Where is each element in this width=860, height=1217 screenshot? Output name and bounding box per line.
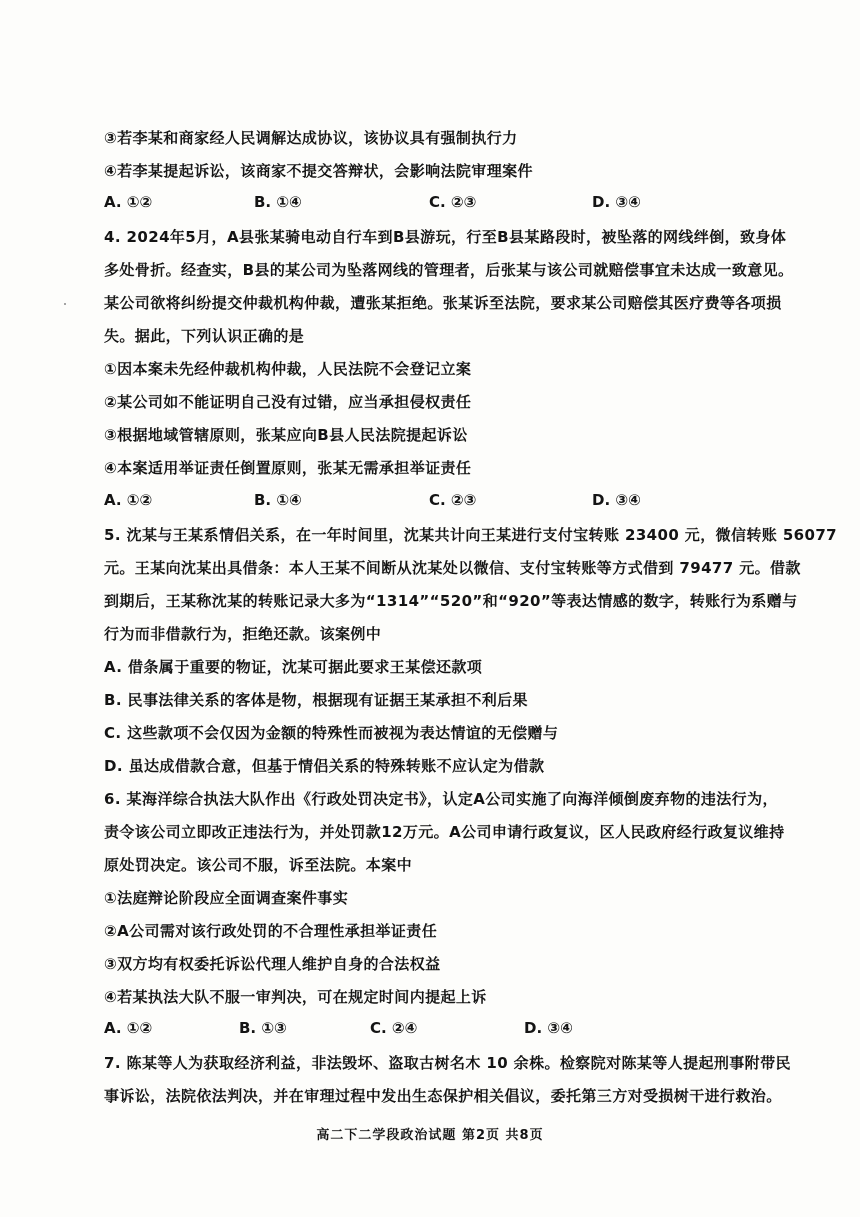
choice-b-statement: B. 民事法律关系的客体是物，根据现有证据王某承担不利后果	[104, 691, 528, 709]
option-statement-3: ③根据地域管辖原则，张某应向B县人民法院提起诉讼	[104, 426, 468, 444]
choice-d: D. ③④	[524, 1019, 573, 1037]
choice-a: A. ①②	[104, 1019, 153, 1037]
answer-choices-q4	[104, 491, 764, 513]
choice-a: A. ①②	[104, 193, 153, 211]
question-5-text: 行为而非借款行为，拒绝还款。该案例中	[104, 625, 382, 643]
choice-c: C. ②③	[429, 193, 477, 211]
option-statement-1: ①法庭辩论阶段应全面调查案件事实	[104, 889, 349, 907]
choice-b: B. ①④	[254, 491, 302, 509]
page-footer: 高二下二学段政治试题 第2页 共8页	[316, 1128, 544, 1143]
option-statement-4: ④本案适用举证责任倒置原则，张某无需承担举证责任	[104, 459, 472, 477]
option-statement-2: ②A公司需对该行政处罚的不合理性承担举证责任	[104, 922, 438, 940]
option-statement-3: ③若李某和商家经人民调解达成协议，该协议具有强制执行力	[104, 129, 518, 147]
option-statement-2: ②某公司如不能证明自己没有过错，应当承担侵权责任	[104, 393, 472, 411]
question-7-text: 事诉讼，法院依法判决，并在审理过程中发出生态保护相关倡议，委托第三方对受损树干进行救治。	[104, 1087, 782, 1105]
option-statement-4: ④若某执法大队不服一审判决，可在规定时间内提起上诉	[104, 988, 487, 1006]
question-6-text: 原处罚决定。该公司不服，诉至法院。本案中	[104, 856, 413, 874]
question-5-text: 元。王某向沈某出具借条：本人王某不间断从沈某处以微信、支付宝转账等方式借到 79477 元。借款	[104, 559, 801, 577]
question-7-text: 7. 陈某等人为获取经济利益，非法毁坏、盗取古树名木 10 余株。检察院对陈某等人提起刑事附带民	[104, 1054, 791, 1072]
question-4-text: 多处骨折。经查实，B县的某公司为坠落网线的管理者，后张某与该公司就赔偿事宜未达成一致意见。	[104, 261, 794, 279]
question-6-text: 责令该公司立即改正违法行为，并处罚款12万元。A公司申请行政复议，区人民政府经行政复议维持	[104, 823, 785, 841]
choice-b: B. ①③	[239, 1019, 287, 1037]
choice-d-statement: D. 虽达成借款合意，但基于情侣关系的特殊转账不应认定为借款	[104, 757, 545, 775]
question-4-text: 4. 2024年5月，A县张某骑电动自行车到B县游玩，行至B县某路段时，被坠落的网线绊倒，致身体	[104, 228, 787, 246]
question-5-text: 5. 沈某与王某系情侣关系，在一年时间里，沈某共计向王某进行支付宝转账 23400 元，微信转账 56077	[104, 526, 837, 544]
choice-a: A. ①②	[104, 491, 153, 509]
option-statement-3: ③双方均有权委托诉讼代理人维护自身的合法权益	[104, 955, 441, 973]
scan-speck	[64, 303, 66, 305]
option-statement-1: ①因本案未先经仲裁机构仲裁，人民法院不会登记立案	[104, 360, 472, 378]
answer-choices-q6	[104, 1019, 764, 1041]
choice-d: D. ③④	[592, 193, 641, 211]
question-6-text: 6. 某海洋综合执法大队作出《行政处罚决定书》，认定A公司实施了向海洋倾倒废弃物的违法行为，	[104, 790, 778, 808]
question-5-text: 到期后，王某称沈某的转账记录大多为“1314”“520”和“920”等表达情感的数字，转账行为系赠与	[104, 592, 798, 610]
answer-choices-q3	[104, 193, 764, 215]
choice-c: C. ②③	[429, 491, 477, 509]
option-statement-4: ④若李某提起诉讼，该商家不提交答辩状，会影响法院审理案件	[104, 162, 533, 180]
choice-a-statement: A. 借条属于重要的物证，沈某可据此要求王某偿还款项	[104, 658, 483, 676]
choice-c-statement: C. 这些款项不会仅因为金额的特殊性而被视为表达情谊的无偿赠与	[104, 724, 559, 742]
question-4-text: 某公司欲将纠纷提交仲裁机构仲裁，遭张某拒绝。张某诉至法院，要求某公司赔偿其医疗费等各项损	[104, 294, 782, 312]
choice-b: B. ①④	[254, 193, 302, 211]
choice-d: D. ③④	[592, 491, 641, 509]
choice-c: C. ②④	[370, 1019, 418, 1037]
question-4-text: 失。据此，下列认识正确的是	[104, 327, 305, 345]
